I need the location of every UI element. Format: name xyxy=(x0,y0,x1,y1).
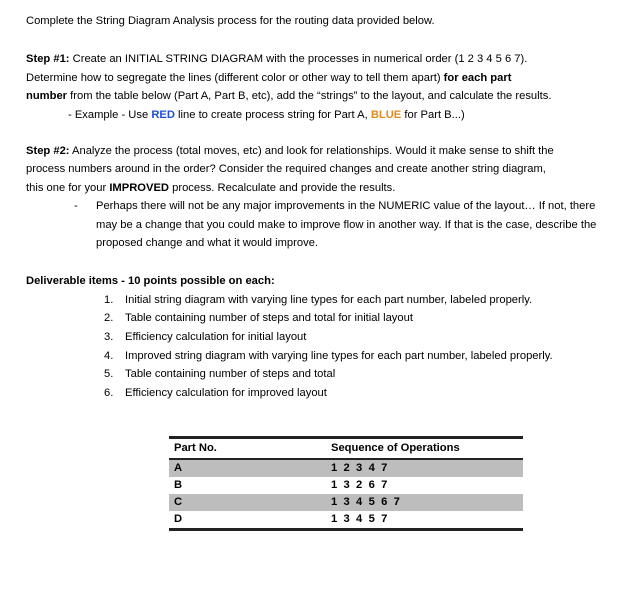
list-item xyxy=(104,309,612,328)
spacer xyxy=(26,252,612,272)
step2-label: Step #2: xyxy=(26,145,70,158)
parts-table xyxy=(169,436,523,531)
step1-line3-bold: number xyxy=(26,90,68,103)
column-header-sequence: Sequence of Operations xyxy=(331,442,460,455)
spacer xyxy=(26,124,612,142)
step1-paragraph xyxy=(26,50,612,68)
example-red-word: RED xyxy=(151,108,175,121)
example-suffix: for Part B...) xyxy=(401,108,465,121)
step1-line3-rest: from the table below (Part A, Part B, etc), add the “strings” to the layout, and calculate the results. xyxy=(67,90,552,103)
step1-line2-bold: for each part xyxy=(443,71,512,84)
intro-paragraph xyxy=(26,12,612,30)
step2-line2-text: process numbers around in the order? Consider the required changes and create another string diagram, xyxy=(26,163,546,176)
column-header-part-no: Part No. xyxy=(174,442,217,455)
step1-line2 xyxy=(26,69,612,87)
deliverables-list xyxy=(26,291,612,403)
step2-line3-bold: IMPROVED xyxy=(109,181,170,194)
list-item xyxy=(104,291,612,310)
cell-sequence: 1 3 2 6 7 xyxy=(331,479,389,492)
step1-line3 xyxy=(26,87,612,105)
parts-table-head xyxy=(169,438,523,460)
cell-part-no: C xyxy=(174,496,183,509)
cell-part-no: A xyxy=(174,462,183,475)
table-header-row xyxy=(169,438,523,460)
deliverable-item-6: Efficiency calculation for improved layout xyxy=(125,386,327,399)
list-item xyxy=(104,365,612,384)
deliverables-heading-text: Deliverable items - 10 points possible on each: xyxy=(26,275,275,288)
step1-example-line xyxy=(26,106,612,124)
parts-table-wrapper xyxy=(169,436,513,531)
table-row xyxy=(169,511,523,530)
table-row xyxy=(169,459,523,477)
step2-sub-bullet xyxy=(26,197,612,252)
step2-sub-line2: there may be a change that you could make to improve flow in another way. If that is the case, xyxy=(96,200,596,231)
example-blue-word: BLUE xyxy=(370,108,402,121)
step2-sub-line1: Perhaps there will not be any major improvements in the NUMERIC value of the layout… If not, xyxy=(96,200,567,213)
step2-paragraph xyxy=(26,142,612,160)
cell-part-no: D xyxy=(174,513,183,526)
deliverables-heading xyxy=(26,272,612,290)
deliverable-item-4: Improved string diagram with varying line types for each part number, labeled properly. xyxy=(125,349,553,362)
step1-line2-part1: Determine how to segregate the lines (different color or other way to tell them apart) xyxy=(26,71,444,84)
step2-sub-text xyxy=(96,197,612,252)
list-item xyxy=(104,384,612,403)
dash-bullet-icon: - xyxy=(74,200,78,213)
deliverable-item-5: Table containing number of steps and total xyxy=(125,368,336,381)
example-middle: line to create process string for Part A, xyxy=(174,108,371,121)
spacer xyxy=(26,30,612,50)
deliverable-item-3: Efficiency calculation for initial layout xyxy=(125,331,307,344)
deliverable-item-1: Initial string diagram with varying line types for each part number, labeled properly. xyxy=(125,293,533,306)
step2-line3-part1: this one for your xyxy=(26,181,110,194)
list-item xyxy=(104,347,612,366)
cell-part-no: B xyxy=(174,479,183,492)
step2-sub-line3: describe the proposed change and what it would improve. xyxy=(96,218,597,250)
step2-line3 xyxy=(26,179,612,197)
table-row xyxy=(169,477,523,494)
step1-label: Step #1: xyxy=(26,53,70,66)
cell-sequence: 1 3 4 5 6 7 xyxy=(331,496,402,509)
deliverable-item-2: Table containing number of steps and total for initial layout xyxy=(125,312,413,325)
step2-line1-rest: Analyze the process (total moves, etc) and look for relationships. Would it make sense to shift the xyxy=(69,145,554,158)
list-item xyxy=(104,328,612,347)
parts-table-body xyxy=(169,459,523,530)
step2-line3-rest: process. Recalculate and provide the results. xyxy=(169,181,396,194)
example-prefix: - Example - Use xyxy=(68,108,152,121)
step1-line1-rest: Create an INITIAL STRING DIAGRAM with the processes in numerical order (1 2 3 4 5 6 7). xyxy=(69,53,528,66)
intro-text: Complete the String Diagram Analysis process for the routing data provided below. xyxy=(26,15,435,27)
step2-line2 xyxy=(26,160,612,178)
cell-sequence: 1 3 4 5 7 xyxy=(331,513,389,526)
cell-sequence: 1 2 3 4 7 xyxy=(331,462,389,475)
table-row xyxy=(169,494,523,511)
